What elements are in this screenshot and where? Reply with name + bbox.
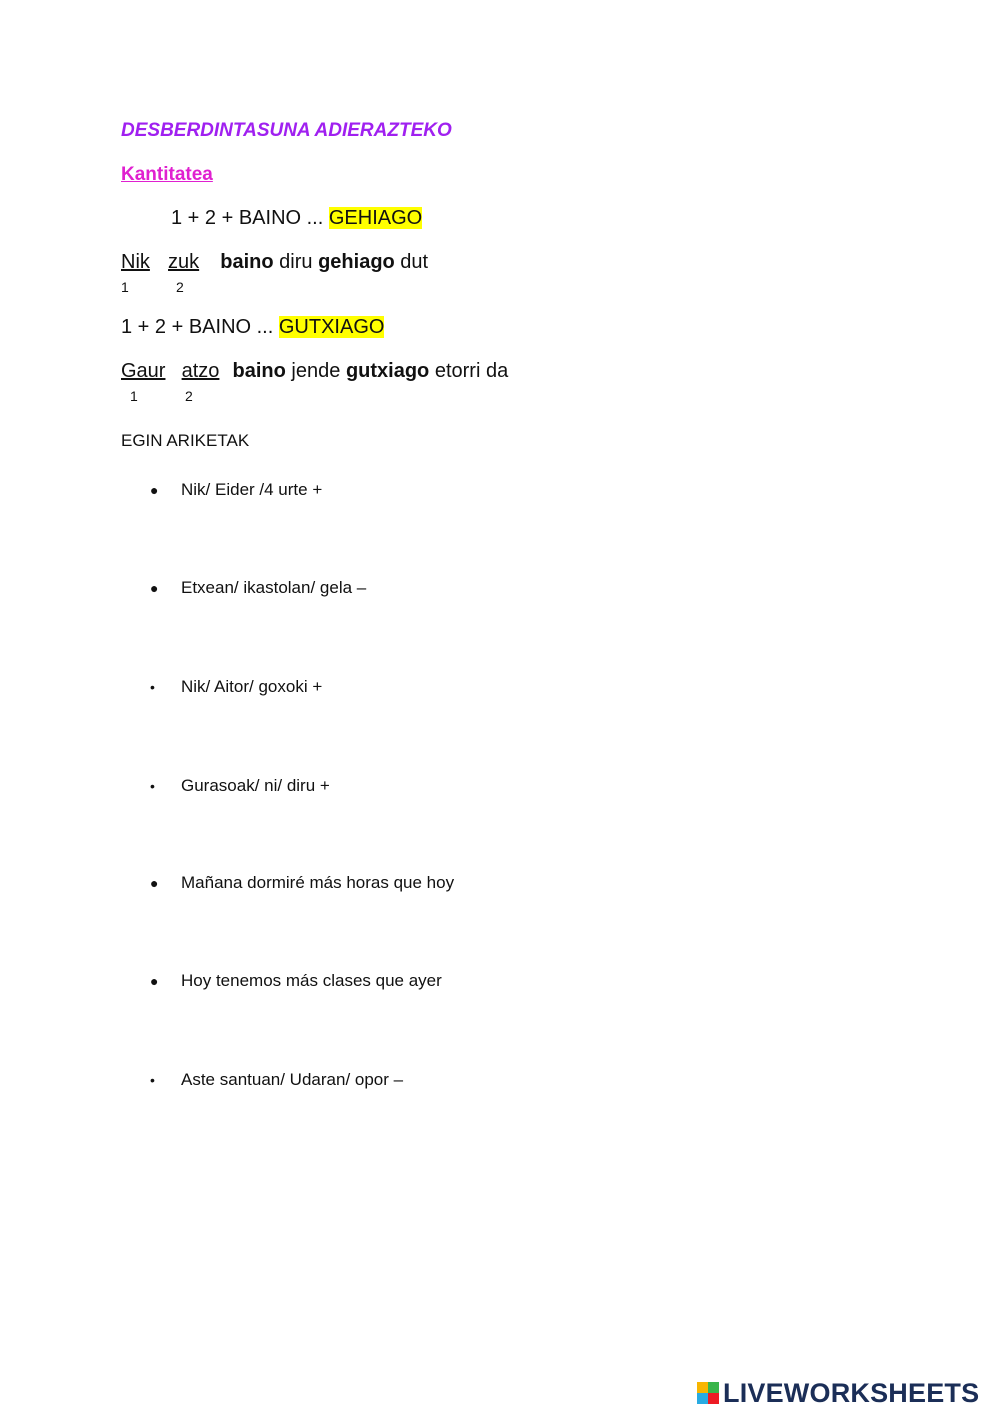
index-number-2: 2 (185, 388, 193, 404)
baino-word: baino (232, 360, 286, 382)
key-word: gutxiago (345, 360, 430, 382)
exercise-item (150, 971, 442, 991)
exercise-text: Mañana dormiré más horas que hoy (181, 873, 455, 892)
exercise-item (150, 480, 322, 500)
bullet-icon: ● (150, 973, 159, 989)
bullet-icon: ● (150, 875, 159, 891)
index-number-2: 2 (176, 279, 184, 295)
example-sentence-1 (121, 251, 428, 274)
bullet-icon: • (150, 778, 155, 794)
logo-text: LIVEWORKSHEETS (723, 1377, 980, 1408)
exercise-text: Etxean/ ikastolan/ gela – (181, 578, 367, 597)
baino-word: baino (220, 251, 274, 273)
exercise-item (150, 776, 330, 796)
word-1: Nik (121, 251, 150, 273)
key-word: gehiago (318, 251, 395, 273)
highlighted-word: GUTXIAGO (278, 316, 385, 338)
bullet-icon: • (150, 679, 155, 695)
page-title: DESBERDINTASUNA ADIERAZTEKO (121, 120, 452, 141)
word-1: Gaur (121, 360, 166, 382)
section-heading: Kantitatea (121, 164, 213, 185)
exercise-item (150, 677, 322, 697)
exercises-heading: EGIN ARIKETAK (121, 431, 250, 450)
index-number-1: 1 (121, 279, 129, 295)
exercise-text: Hoy tenemos más clases que ayer (181, 971, 442, 990)
liveworksheets-logo[interactable] (697, 1376, 979, 1410)
word-2: zuk (168, 251, 200, 273)
formula-text: 1 + 2 + BAINO ... (171, 207, 329, 229)
bullet-icon: • (150, 1072, 155, 1088)
highlighted-word: GEHIAGO (328, 207, 423, 229)
exercise-item (150, 578, 366, 598)
exercise-item (150, 873, 454, 893)
bullet-icon: ● (150, 482, 159, 498)
sentence-end: dut (394, 251, 429, 273)
word-2: atzo (181, 360, 220, 382)
exercise-text: Nik/ Aitor/ goxoki + (181, 677, 323, 696)
exercise-text: Nik/ Eider /4 urte + (181, 480, 323, 499)
logo-mark-icon (697, 1382, 719, 1404)
sentence-middle: diru (273, 251, 319, 273)
sentence-middle: jende (285, 360, 346, 382)
example-sentence-2 (121, 360, 508, 383)
formula-less (121, 316, 384, 339)
sentence-end: etorri da (429, 360, 509, 382)
formula-more (171, 207, 422, 230)
index-number-1: 1 (130, 388, 138, 404)
formula-text: 1 + 2 + BAINO ... (121, 316, 279, 338)
exercise-item (150, 1070, 403, 1090)
bullet-icon: ● (150, 580, 159, 596)
exercise-text: Aste santuan/ Udaran/ opor – (181, 1070, 404, 1089)
exercise-text: Gurasoak/ ni/ diru + (181, 776, 330, 795)
